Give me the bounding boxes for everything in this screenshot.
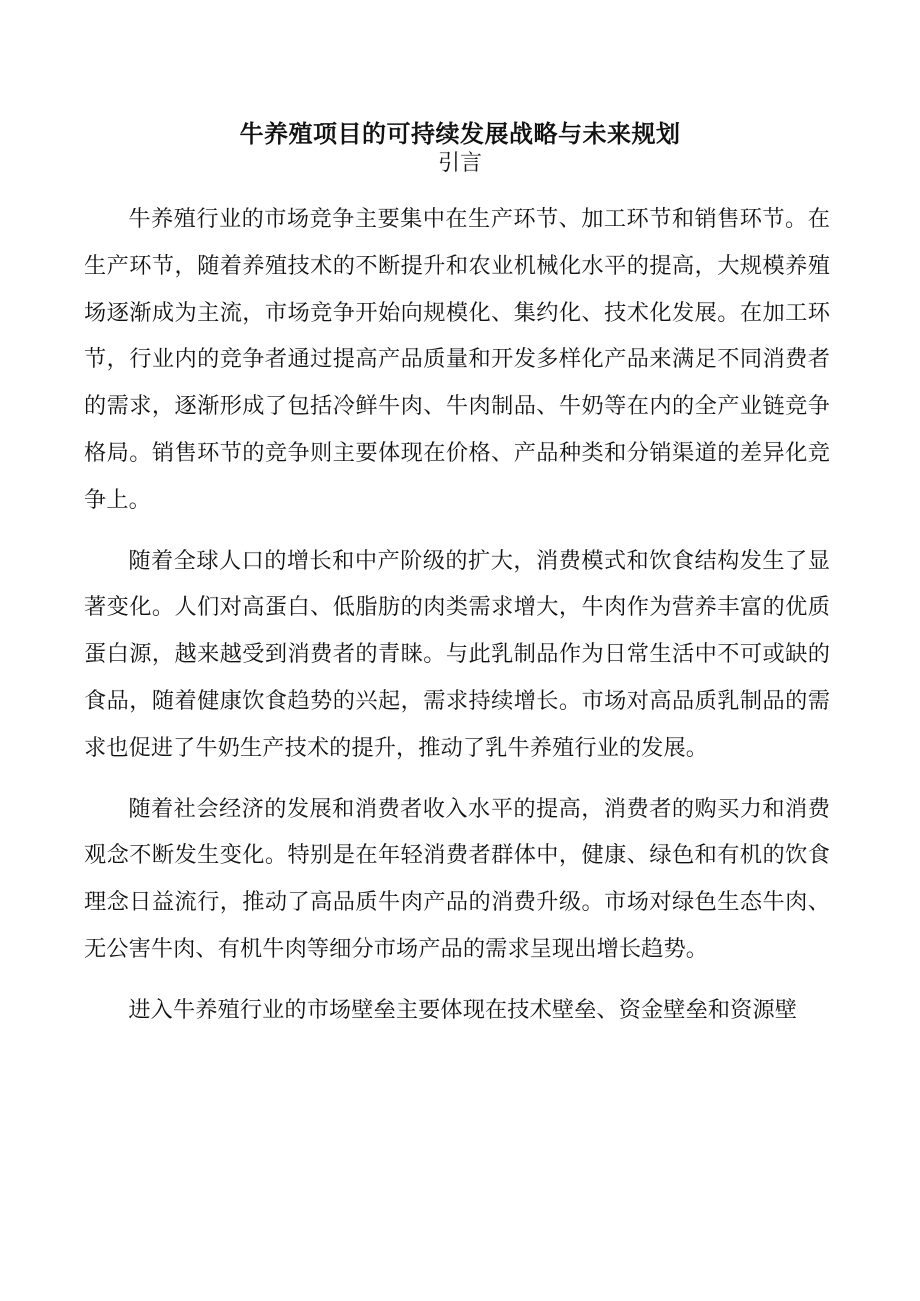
document-body [84,196,830,1048]
paragraph-2: 随着全球人口的增长和中产阶级的扩大，消费模式和饮食结构发生了显著变化。人们对高蛋白、低脂肪的肉类需求增大，牛肉作为营养丰富的优质蛋白源，越来越受到消费者的青睐。与此乳制品作为日常生活中不可或缺的食品，随着健康饮食趋势的兴起，需求持续增长。市场对高品质乳制品的需求也促进了牛奶生产技术的提升，推动了乳牛养殖行业的发展。 [84,547,830,761]
paragraph-1: 牛养殖行业的市场竞争主要集中在生产环节、加工环节和销售环节。在生产环节，随着养殖技术的不断提升和农业机械化水平的提高，大规模养殖场逐渐成为主流，市场竞争开始向规模化、集约化、技术化发展。在加工环节，行业内的竞争者通过提高产品质量和开发多样化产品来满足不同消费者的需求，逐渐形成了包括冷鲜牛肉、牛肉制品、牛奶等在内的全产业链竞争格局。销售环节的竞争则主要体现在价格、产品种类和分销渠道的差异化竞争上。 [84,206,830,513]
paragraph-4: 进入牛养殖行业的市场壁垒主要体现在技术壁垒、资金壁垒和资源壁 [128,996,798,1023]
paragraph-3: 随着社会经济的发展和消费者收入水平的提高，消费者的购买力和消费观念不断发生变化。特别是在年轻消费者群体中，健康、绿色和有机的饮食理念日益流行，推动了高品质牛肉产品的消费升级。市场对绿色生态牛肉、无公害牛肉、有机牛肉等细分市场产品的需求呈现出增长趋势。 [84,795,830,962]
document-title: 牛养殖项目的可持续发展战略与未来规划 [239,119,681,148]
document-subtitle: 引言 [437,151,482,176]
